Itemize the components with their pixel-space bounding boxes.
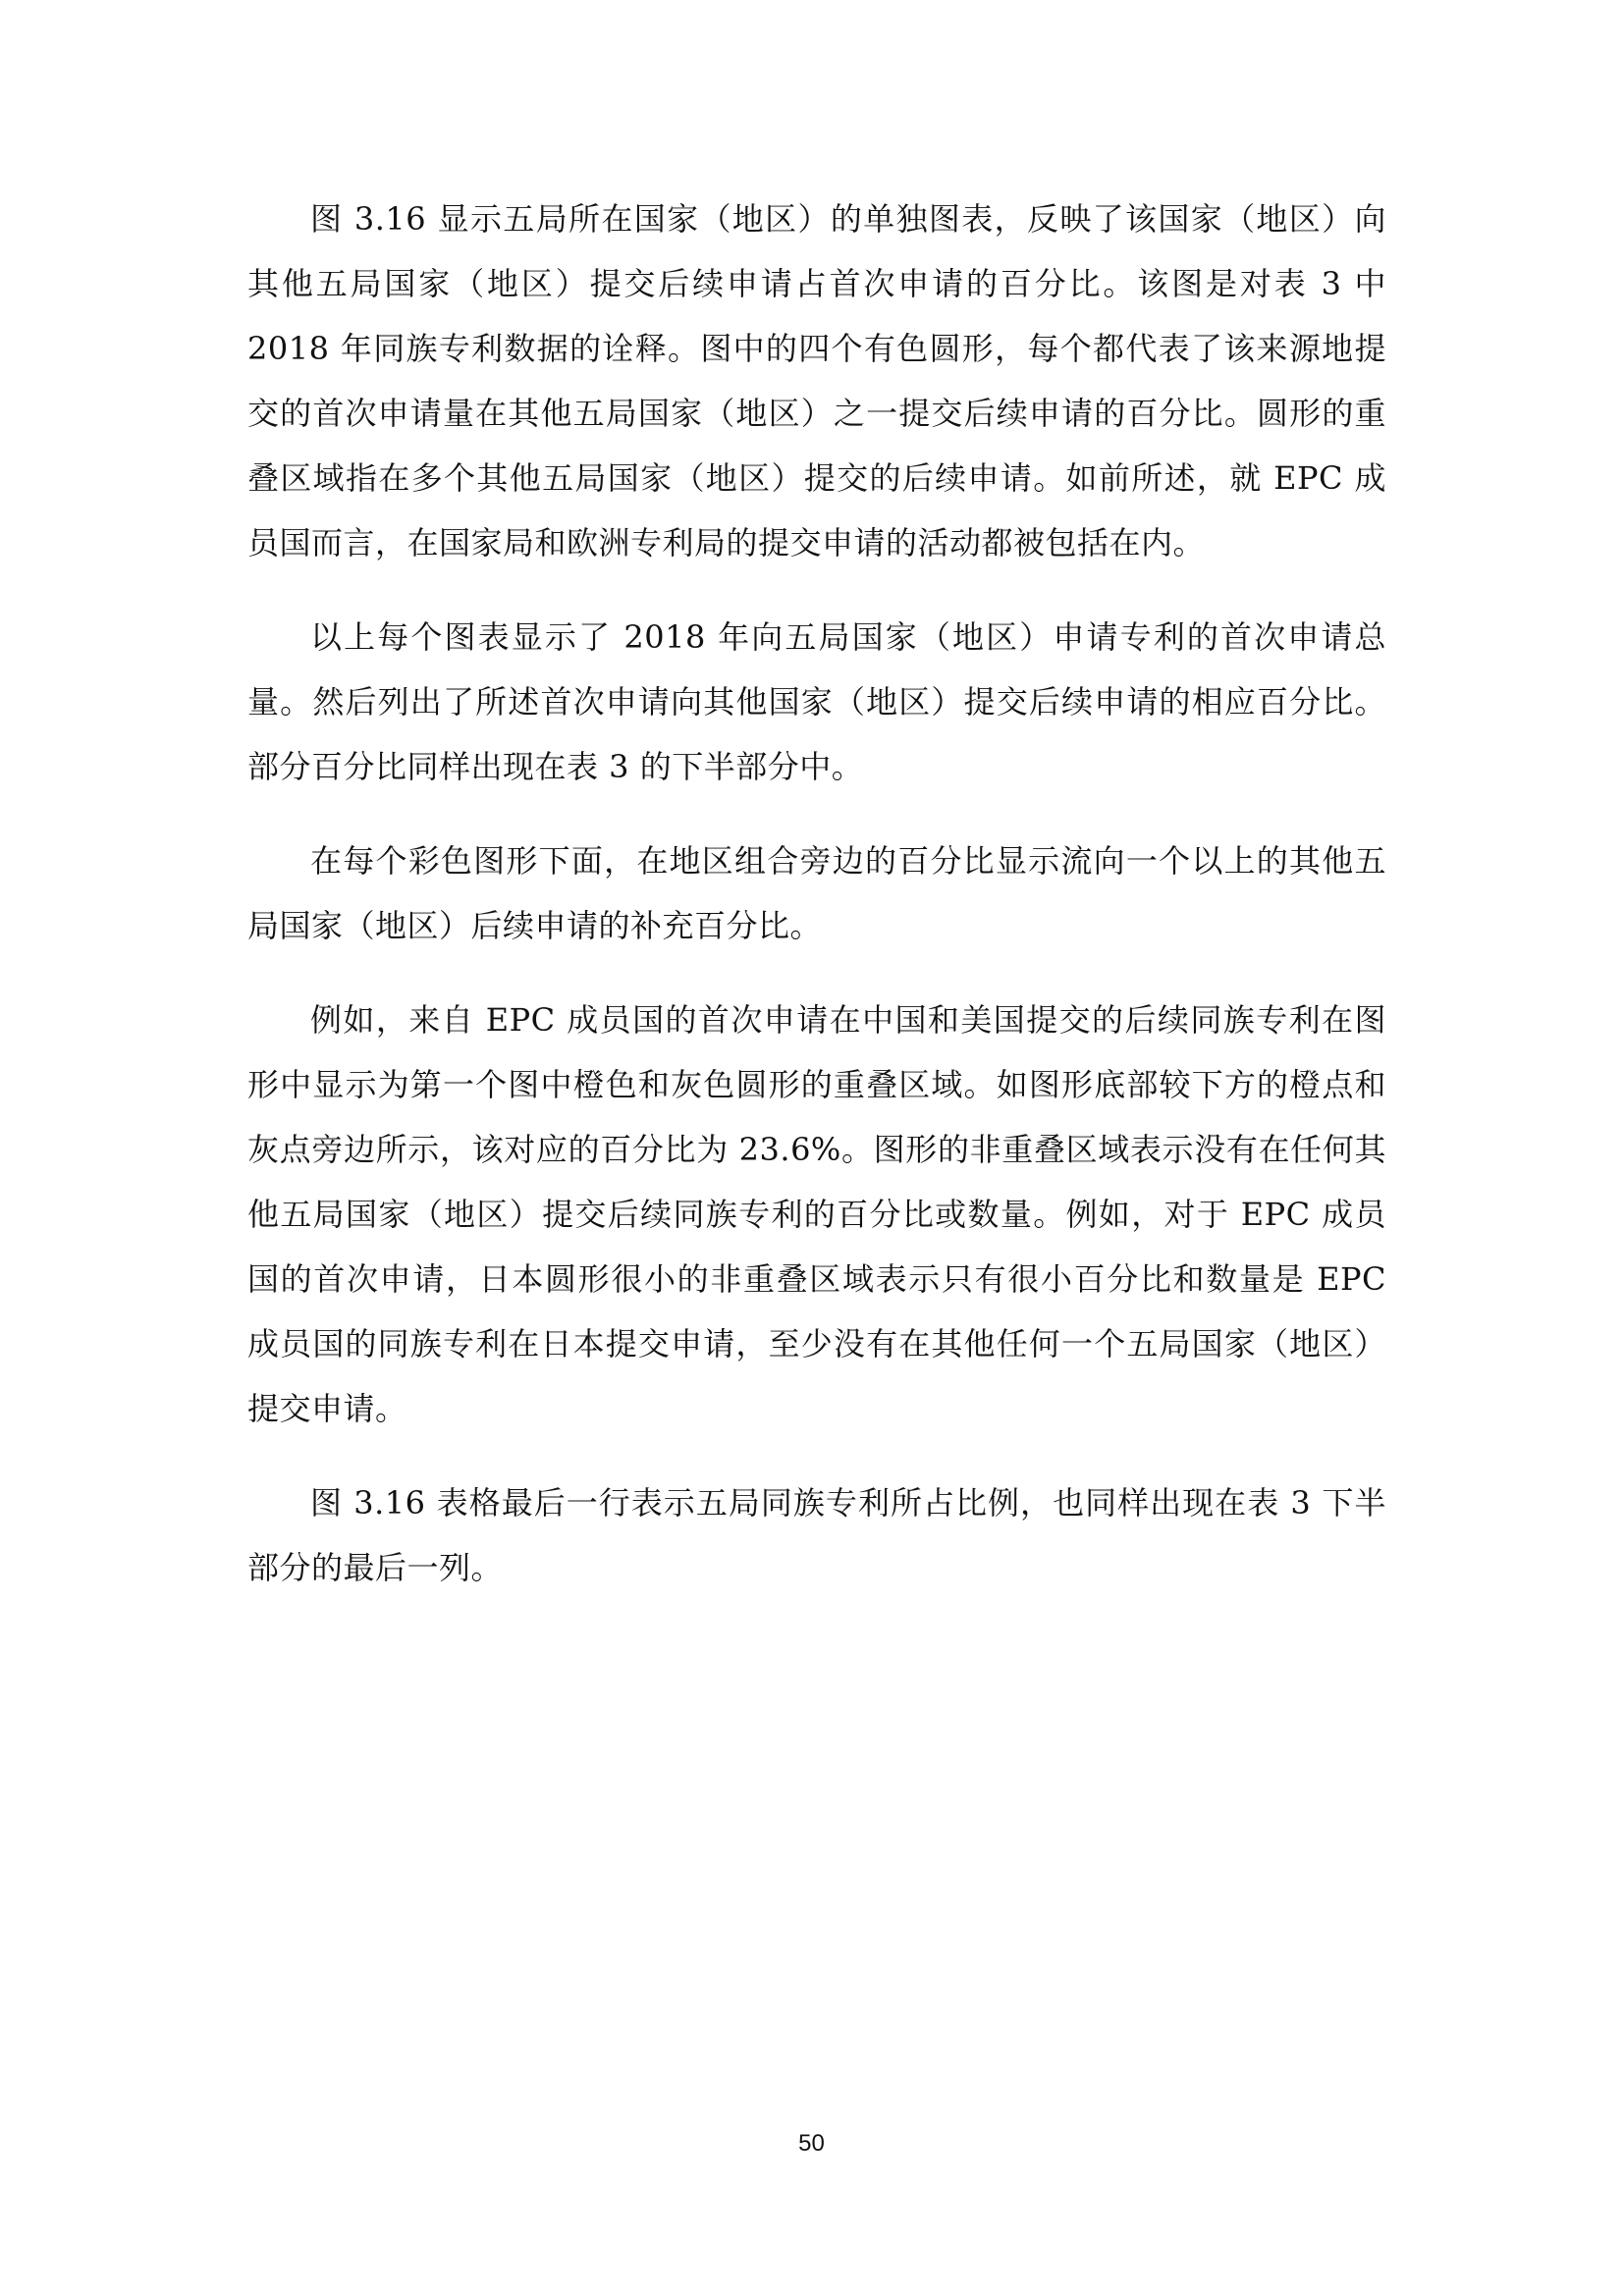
document-body bbox=[247, 187, 1386, 1629]
paragraph-4: 例如，来自 EPC 成员国的首次申请在中国和美国提交的后续同族专利在图形中显示为第一个图中橙色和灰色圆形的重叠区域。如图形底部较下方的橙点和灰点旁边所示，该对应的百分比为 23.6%。图形的非重叠区域表示没有在任何其他五局国家（地区）提交后续同族专利的百分比或数量。例如，对于 EPC 成员国的首次申请，日本圆形很小的非重叠区域表示只有很小百分比和数量是 EPC 成员国的同族专利在日本提交申请，至少没有在其他任何一个五局国家（地区）提交申请。 bbox=[247, 1001, 1386, 1427]
paragraph-3: 在每个彩色图形下面，在地区组合旁边的百分比显示流向一个以上的其他五局国家（地区）后续申请的补充百分比。 bbox=[247, 842, 1386, 944]
paragraph-5: 图 3.16 表格最后一行表示五局同族专利所占比例，也同样出现在表 3 下半部分的最后一列。 bbox=[247, 1484, 1386, 1586]
paragraph-1: 图 3.16 显示五局所在国家（地区）的单独图表，反映了该国家（地区）向其他五局国家（地区）提交后续申请占首次申请的百分比。该图是对表 3 中 2018 年同族专利数据的诠释。图中的四个有色圆形，每个都代表了该来源地提交的首次申请量在其他五局国家（地区）之一提交后续申请的百分比。圆形的重叠区域指在多个其他五局国家（地区）提交的后续申请。如前所述，就 EPC 成员国而言，在国家局和欧洲专利局的提交申请的活动都被包括在内。 bbox=[247, 200, 1386, 561]
paragraph-2: 以上每个图表显示了 2018 年向五局国家（地区）申请专利的首次申请总量。然后列出了所述首次申请向其他国家（地区）提交后续申请的相应百分比。部分百分比同样出现在表 3 的下半部分中。 bbox=[247, 618, 1386, 785]
page-number: 50 bbox=[798, 2130, 825, 2157]
